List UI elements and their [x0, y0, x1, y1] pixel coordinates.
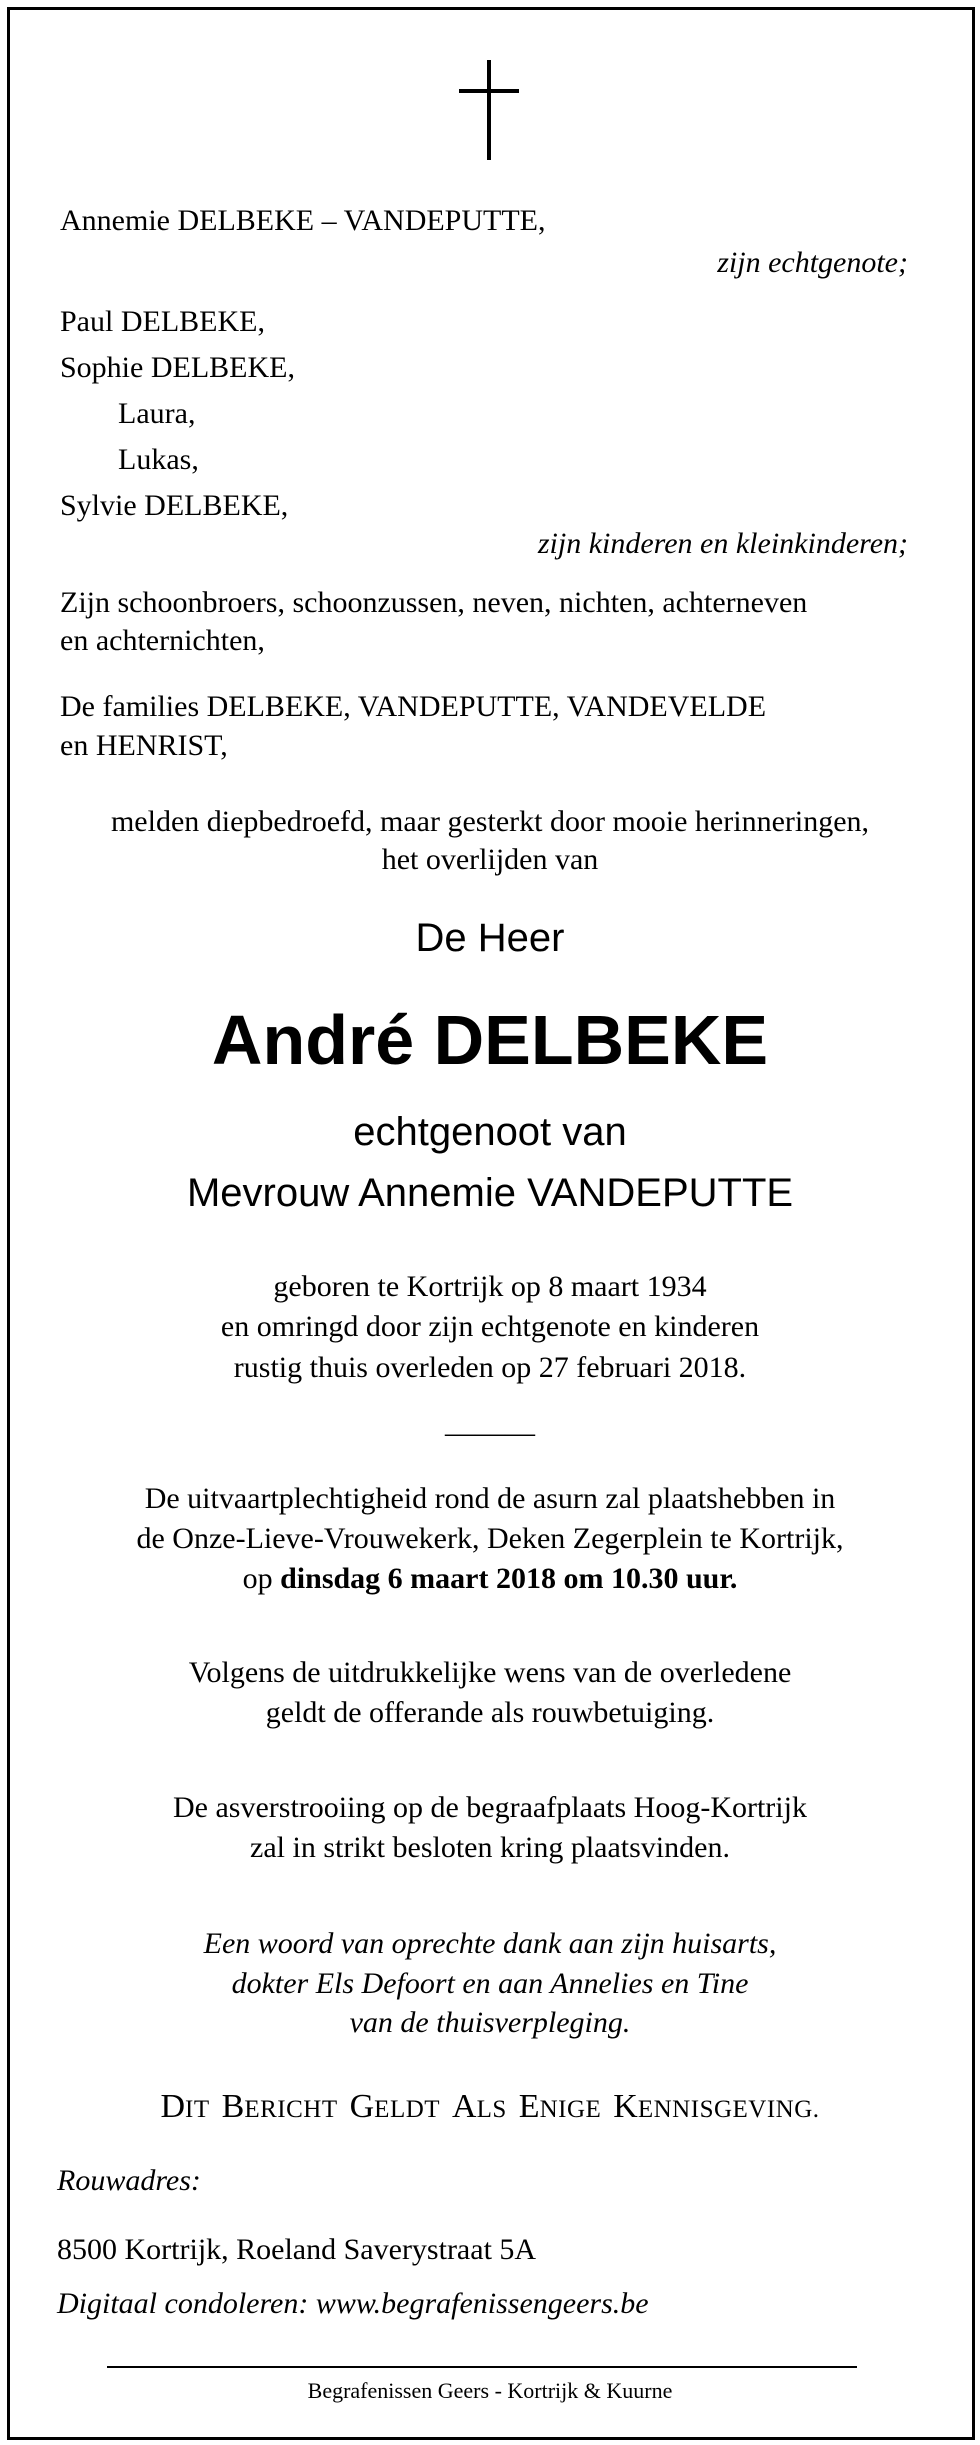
- announcement-line: het overlijden van: [381, 843, 599, 876]
- ashes-line: De asverstrooiing op de begraafplaats Hoog-Kortrijk: [173, 1791, 807, 1824]
- birth-line: geboren te Kortrijk op 8 maart 1934: [273, 1270, 707, 1303]
- child-name: Sophie DELBEKE,: [60, 351, 295, 384]
- relatives-line: en achternichten,: [60, 624, 265, 657]
- death-line: rustig thuis overleden op 27 februari 2018.: [233, 1351, 747, 1384]
- families-line: De families DELBEKE, VANDEPUTTE, VANDEVELDE: [60, 690, 767, 723]
- offering-line: geldt de offerande als rouwbetuiging.: [265, 1696, 715, 1729]
- families-line: en HENRIST,: [60, 729, 228, 762]
- funeral-line: de Onze-Lieve-Vrouwekerk, Deken Zegerplein te Kortrijk,: [136, 1522, 844, 1555]
- child-name: Paul DELBEKE,: [60, 305, 265, 338]
- thanks-line: Een woord van oprechte dank aan zijn huisarts,: [203, 1927, 777, 1960]
- cross-icon: [454, 60, 524, 160]
- child-name: Sylvie DELBEKE,: [60, 489, 289, 522]
- thanks-line: dokter Els Defoort en aan Annelies en Tine: [231, 1967, 749, 2000]
- grandchild-name: Laura,: [118, 397, 196, 430]
- ashes-line: zal in strikt besloten kring plaatsvinden.: [250, 1831, 730, 1864]
- deceased-title: De Heer: [415, 916, 565, 960]
- children-role: zijn kinderen en kleinkinderen;: [537, 527, 908, 560]
- funeral-prefix: op: [242, 1562, 273, 1595]
- death-line: en omringd door zijn echtgenote en kinderen: [220, 1310, 760, 1343]
- offering-line: Volgens de uitdrukkelijke wens van de overledene: [188, 1656, 792, 1689]
- address-label: Rouwadres:: [57, 2164, 201, 2197]
- funeral-date: dinsdag 6 maart 2018 om 10.30 uur.: [280, 1562, 738, 1595]
- funeral-line: De uitvaartplechtigheid rond de asurn zal plaatshebben in: [144, 1482, 836, 1515]
- notice-line: DIT BERICHT GELDT ALS ENIGE KENNISGEVING.: [160, 2088, 820, 2125]
- thanks-line: van de thuisverpleging.: [349, 2006, 631, 2039]
- spouse-name: Mevrouw Annemie VANDEPUTTE: [186, 1171, 794, 1215]
- relatives-line: Zijn schoonbroers, schoonzussen, neven, nichten, achterneven: [60, 586, 808, 619]
- announcement-line: melden diepbedroefd, maar gesterkt door mooie herinneringen,: [110, 805, 870, 838]
- grandchild-name: Lukas,: [118, 443, 199, 476]
- wife-role: zijn echtgenote;: [717, 246, 908, 279]
- wife-name: Annemie DELBEKE – VANDEPUTTE,: [60, 204, 546, 237]
- online-condolence: Digitaal condoleren: www.begrafenissengeers.be: [57, 2287, 649, 2320]
- funeral-datetime: [0, 1556, 980, 1602]
- undertaker-name: Begrafenissen Geers - Kortrijk & Kuurne: [307, 2378, 673, 2403]
- section-divider: ______: [445, 1406, 535, 1439]
- deceased-name: André DELBEKE: [211, 1001, 769, 1079]
- address-value: 8500 Kortrijk, Roeland Saverystraat 5A: [57, 2233, 537, 2266]
- footer-rule: [107, 2366, 857, 2368]
- spouse-label: echtgenoot van: [353, 1110, 627, 1154]
